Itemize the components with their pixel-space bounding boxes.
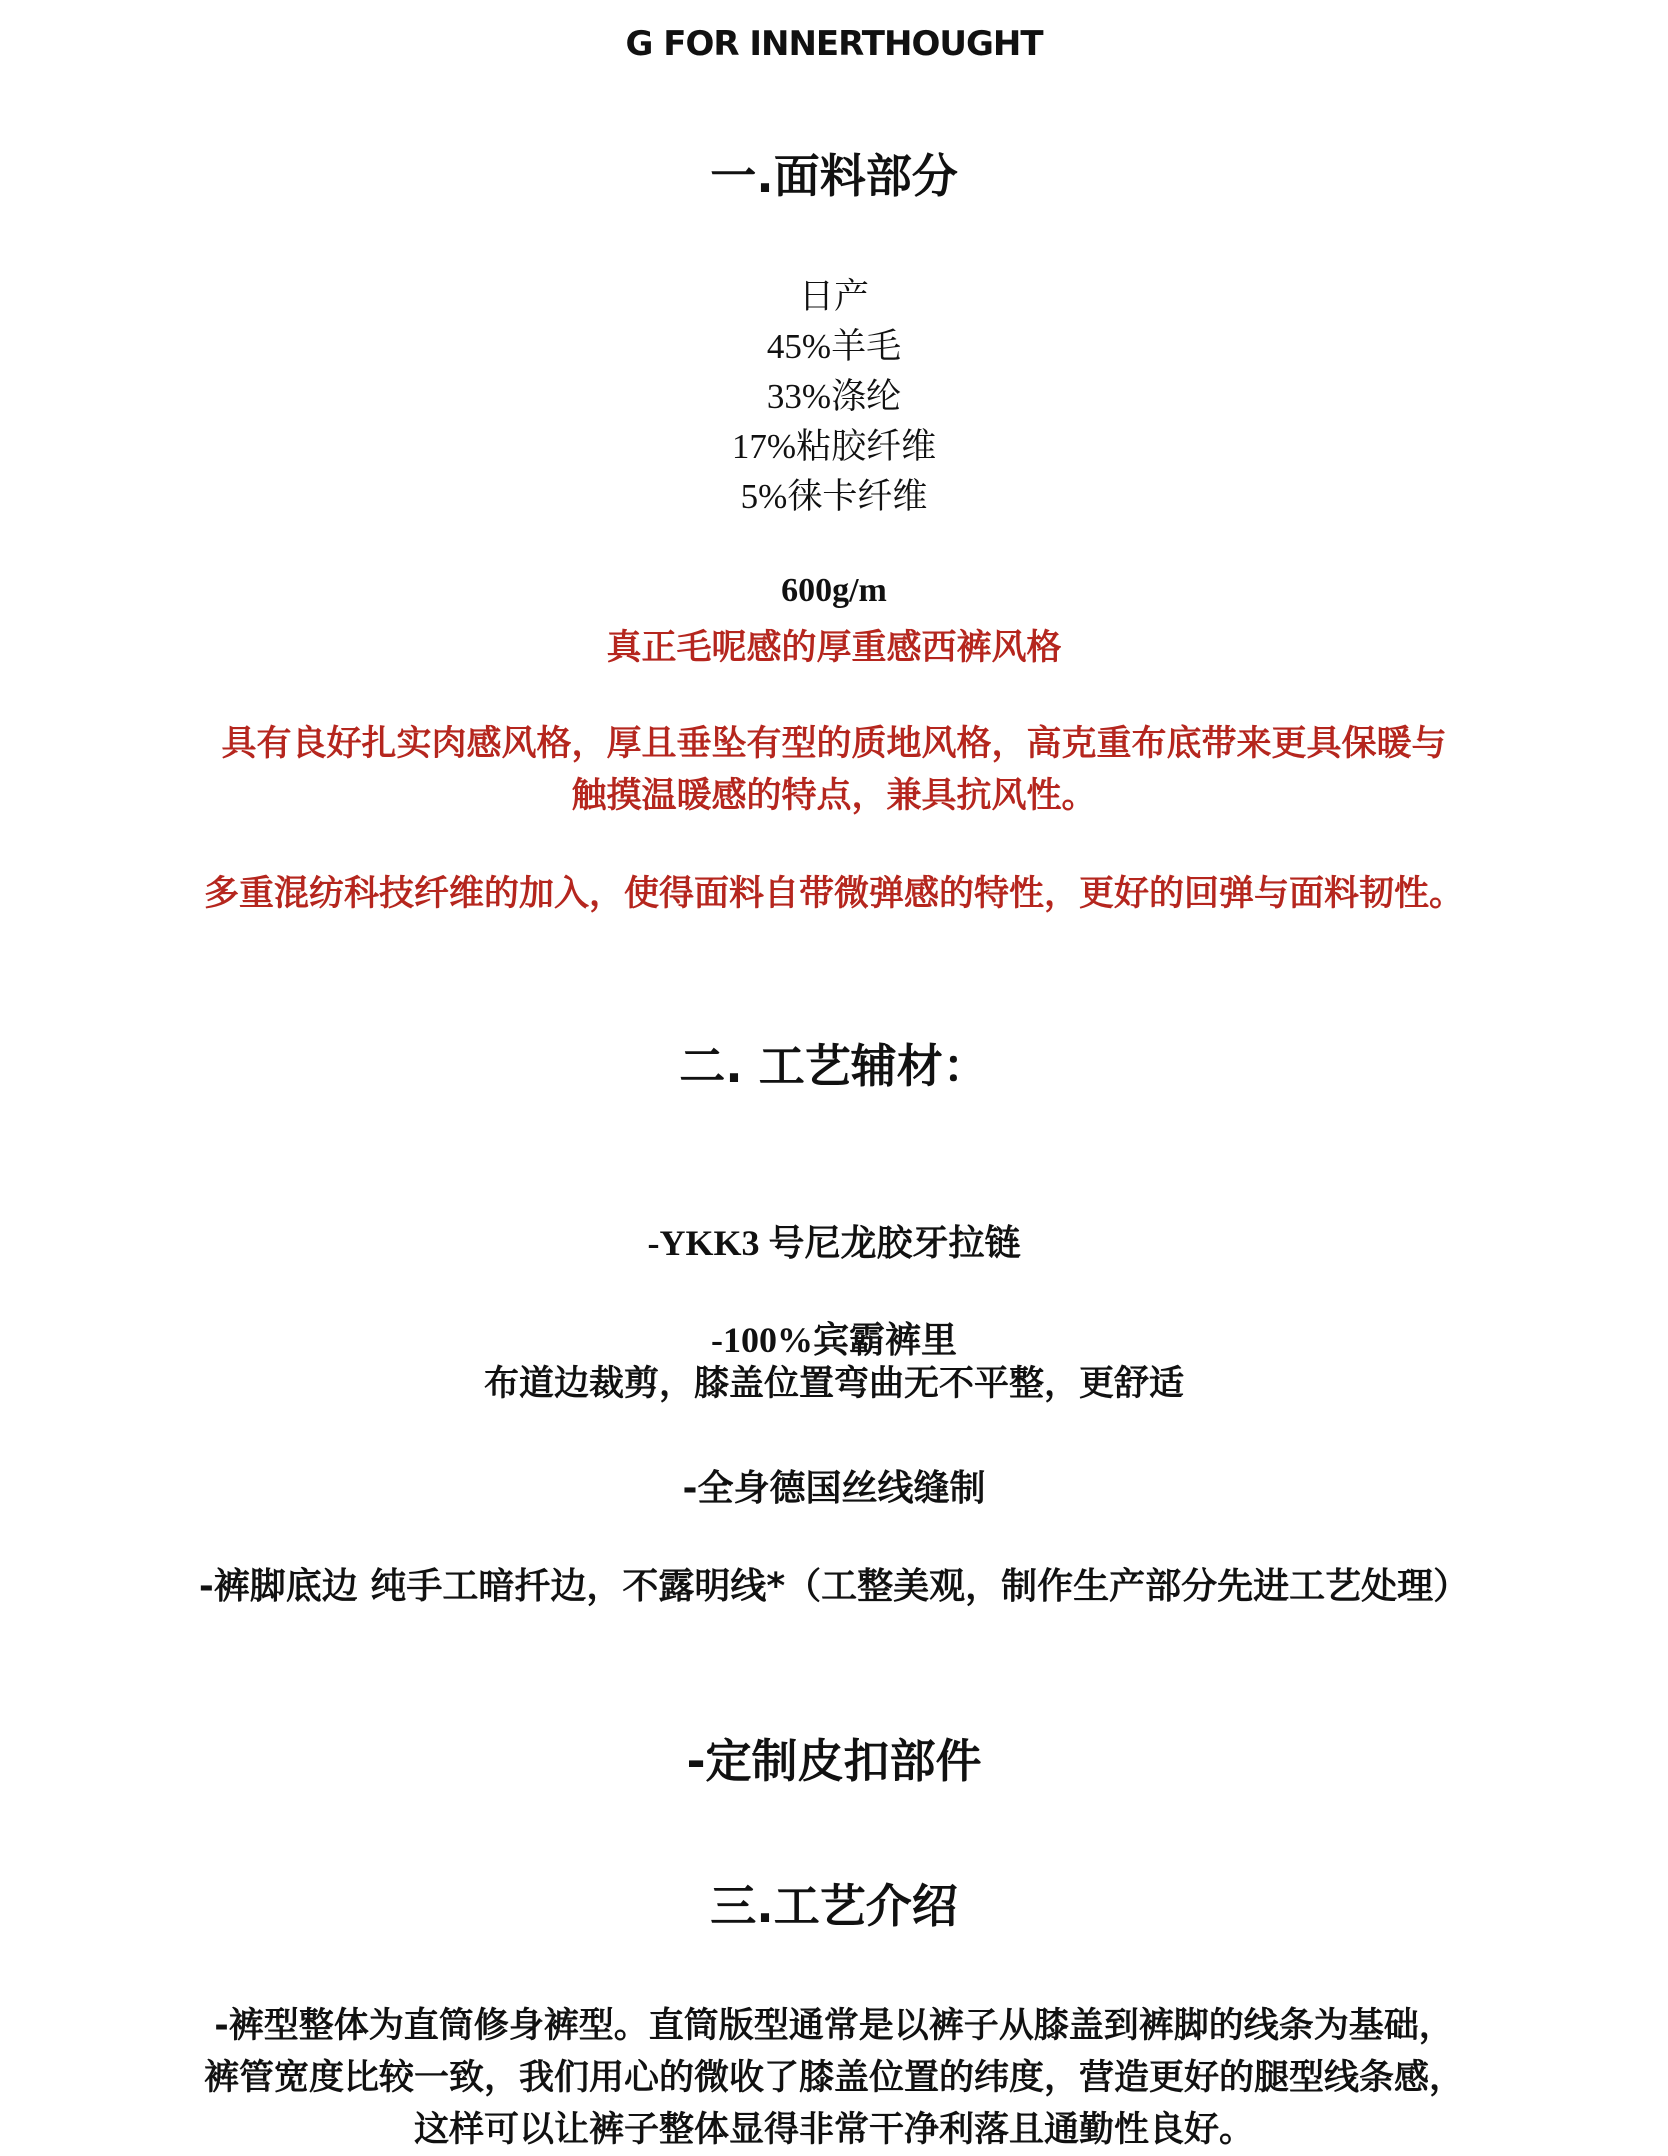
brand-title: G FOR INNERTHOUGHT (625, 24, 1043, 64)
composition-lycra: 5%徕卡纤维 (740, 477, 928, 516)
section-heading-materials: 二. 工艺辅材： (679, 1039, 989, 1093)
item-lining-description: 布道边裁剪，膝盖位置弯曲无不平整，更舒适 (483, 1364, 1184, 1404)
section-heading-craft: 三.工艺介绍 (710, 1879, 958, 1933)
fabric-weight: 600g/m (781, 572, 887, 609)
composition-wool: 45%羊毛 (766, 327, 902, 366)
craft-description-line-2: 裤管宽度比较一致，我们用心的微收了膝盖位置的纬度，营造更好的腿型线条感， (203, 2058, 1464, 2098)
fabric-blend-description: 多重混纺科技纤维的加入，使得面料自带微弹感的特性，更好的回弹与面料韧性。 (203, 874, 1464, 914)
fabric-description-line-1: 具有良好扎实肉感风格，厚且垂坠有型的质地风格，高克重布底带来更具保暖与 (221, 724, 1447, 764)
composition-origin: 日产 (798, 277, 869, 317)
item-hem: -裤脚底边 纯手工暗扦边，不露明线*（工整美观，制作生产部分先进工艺处理） (198, 1566, 1470, 1607)
fabric-description-line-2: 触摸温暖感的特点，兼具抗风性。 (571, 776, 1097, 816)
craft-description-line-1: -裤型整体为直筒修身裤型。直筒版型通常是以裤子从膝盖到裤脚的线条为基础， (214, 2006, 1454, 2046)
fabric-highlight: 真正毛呢感的厚重感西裤风格 (606, 628, 1062, 668)
item-leather-buckle: -定制皮扣部件 (686, 1734, 982, 1788)
composition-polyester: 33%涤纶 (766, 377, 902, 416)
craft-description-line-3: 这样可以让裤子整体显得非常干净利落且通勤性良好。 (413, 2110, 1254, 2150)
item-lining: -100%宾霸裤里 (711, 1320, 957, 1360)
composition-viscose: 17%粘胶纤维 (731, 427, 937, 466)
section-heading-fabric: 一.面料部分 (710, 149, 958, 203)
item-zipper: -YKK3 号尼龙胶牙拉链 (647, 1223, 1021, 1263)
item-thread: -全身德国丝线缝制 (682, 1468, 986, 1509)
